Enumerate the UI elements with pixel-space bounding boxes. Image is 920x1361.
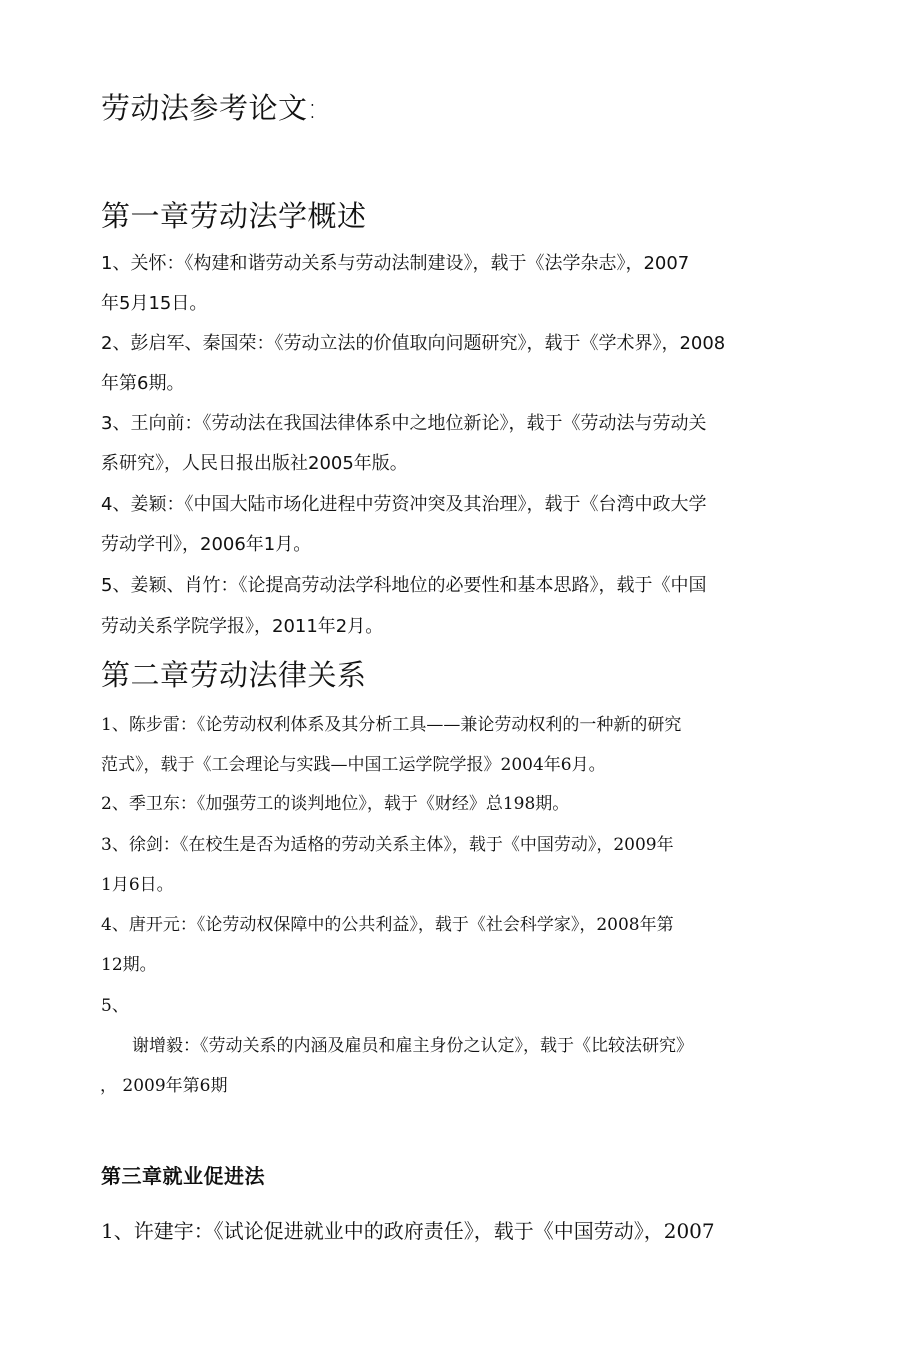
chapter-1-line: 3、王向前：《劳动法在我国法律体系中之地位新论》，载于《劳动法与劳动关 <box>101 413 707 434</box>
chapter-2-line: 12期。 <box>101 955 157 975</box>
chapter-3-line: 1、许建宇：《试论促进就业中的政府责任》，载于《中国劳动》，2007 <box>101 1219 715 1243</box>
chapter-1-line: 劳动关系学院学报》，2011年2月。 <box>101 616 384 637</box>
chapter-2-line: 谢增毅：《劳动关系的内涵及雇员和雇主身份之认定》，载于《比较法研究》 <box>132 1036 693 1056</box>
chapter-2-heading: 第二章劳动法律关系 <box>101 658 367 692</box>
chapter-1-line: 5、姜颖、肖竹：《论提高劳动法学科地位的必要性和基本思路》，载于《中国 <box>101 575 707 596</box>
chapter-1-line: 年5月15日。 <box>101 293 208 314</box>
chapter-1-line: 劳动学刊》，2006年1月。 <box>101 534 312 555</box>
chapter-2-line: 1、陈步雷：《论劳动权利体系及其分析工具——兼论劳动权利的一种新的研究 <box>101 715 682 735</box>
chapter-2-line: 4、唐开元：《论劳动权保障中的公共利益》，载于《社会科学家》，2008年第 <box>101 915 674 935</box>
chapter-1-line: 4、姜颖：《中国大陆市场化进程中劳资冲突及其治理》，载于《台湾中政大学 <box>101 494 707 515</box>
chapter-1-line: 年第6期。 <box>101 373 185 394</box>
chapter-1-line: 2、彭启军、秦国荣：《劳动立法的价值取向问题研究》，载于《学术界》，2008 <box>101 333 726 354</box>
chapter-2-line: 范式》，载于《工会理论与实践—中国工运学院学报》2004年6月。 <box>101 755 606 775</box>
chapter-2-line: 2、季卫东：《加强劳工的谈判地位》，载于《财经》总198期。 <box>101 794 570 814</box>
chapter-2-line: ， 2009年第6期 <box>100 1076 228 1096</box>
chapter-1-line: 1、关怀：《构建和谐劳动关系与劳动法制建设》，载于《法学杂志》，2007 <box>101 253 690 274</box>
chapter-1-heading: 第一章劳动法学概述 <box>101 199 367 233</box>
chapter-2-line: 3、徐剑：《在校生是否为适格的劳动关系主体》，载于《中国劳动》，2009年 <box>101 835 674 855</box>
chapter-3-heading: 第三章就业促进法 <box>101 1164 265 1188</box>
chapter-2-line: 1月6日。 <box>101 875 174 895</box>
chapter-1-line: 系研究》，人民日报出版社2005年版。 <box>101 453 408 474</box>
document-title: 劳动法参考论文: <box>101 91 318 125</box>
chapter-2-line: 5、 <box>101 996 129 1016</box>
